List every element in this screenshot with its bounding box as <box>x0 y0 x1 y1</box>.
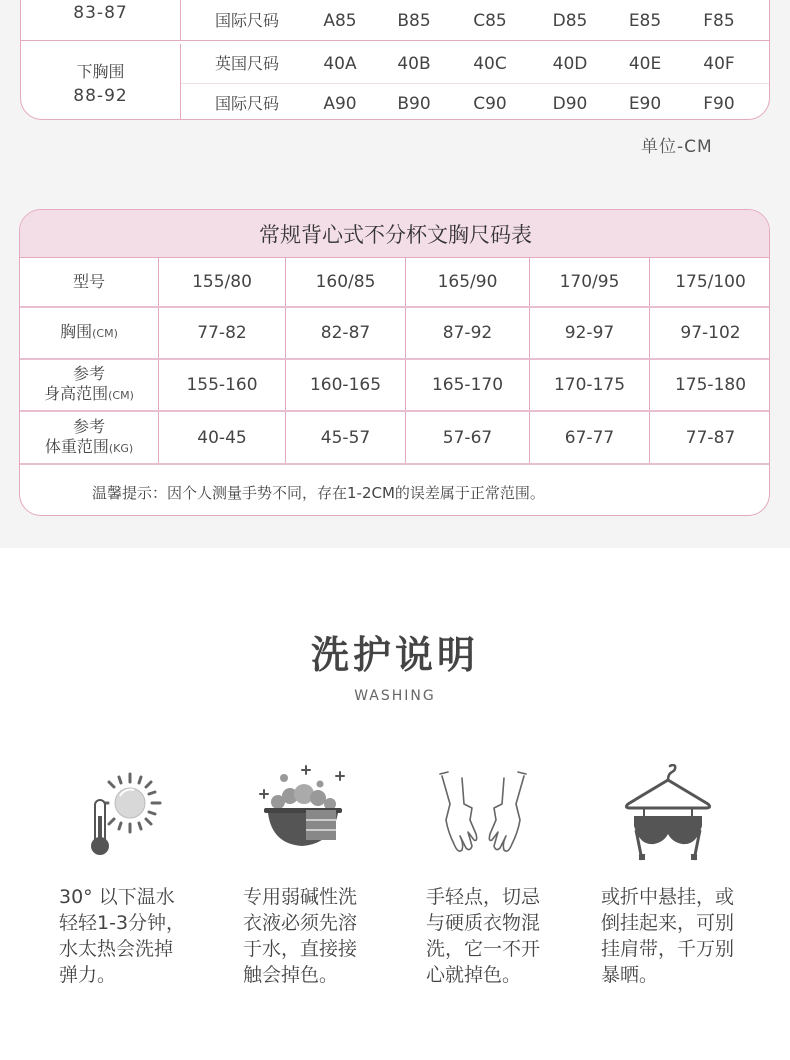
size-table-2 <box>19 209 770 516</box>
desc-line: 专用弱碱性洗 <box>243 886 358 908</box>
cell-value: 40-45 <box>197 427 247 448</box>
row-unit: (CM) <box>108 389 134 402</box>
table-cell <box>159 308 286 358</box>
table-cell <box>650 360 770 410</box>
desc-line: 水太热会洗掉 <box>59 938 174 960</box>
washing-desc-temperature <box>59 884 209 988</box>
washing-desc-hand-wash <box>426 884 576 988</box>
table-cell <box>159 258 286 306</box>
size-group-88-92 <box>21 44 770 120</box>
table-cell <box>286 360 406 410</box>
size-cell: 40D <box>552 54 588 74</box>
size-group-83-87 <box>21 0 770 41</box>
group-range: 83-87 <box>73 3 128 23</box>
cell-value: 165-170 <box>431 375 504 395</box>
cell-value: 155-160 <box>186 375 258 395</box>
row-label <box>20 412 159 463</box>
size-row <box>181 84 770 120</box>
size-cell: F85 <box>703 11 735 31</box>
table-row-weight <box>20 412 770 465</box>
header-label <box>20 258 159 306</box>
wash-basin-icon <box>258 764 348 850</box>
table-cell <box>406 258 530 306</box>
desc-line: 暴晒。 <box>601 964 659 986</box>
table-title: 常规背心式不分杯文胸尺码表 <box>20 210 770 258</box>
model-value: 175/100 <box>675 272 746 292</box>
row-label-text: 胸围 <box>60 322 93 341</box>
cell-value: 160-165 <box>309 375 382 395</box>
size-cell: E85 <box>628 11 662 31</box>
table-note: 温馨提示：因个人测量手势不同，存在1-2CM的误差属于正常范围。 <box>92 484 545 502</box>
size-cell: 40B <box>397 54 431 74</box>
size-cell: C85 <box>473 11 507 31</box>
size-cell: E90 <box>628 94 662 114</box>
table-cell <box>159 360 286 410</box>
table-cell <box>406 412 530 463</box>
washing-desc-detergent <box>243 884 393 988</box>
desc-line: 衣液必须先溶 <box>243 912 358 934</box>
washing-title: 洗护说明 <box>310 633 479 677</box>
washing-subtitle: WASHING <box>354 688 436 704</box>
desc-line: 与硬质衣物混 <box>426 912 541 934</box>
row-unit: (KG) <box>108 441 134 455</box>
cell-value: 175-180 <box>674 375 747 395</box>
unit-label: 单位-CM <box>641 137 713 157</box>
table-row-height <box>20 360 770 412</box>
size-cell: C90 <box>473 94 507 114</box>
table-cell <box>650 412 770 463</box>
group-label <box>21 44 181 120</box>
desc-line: 轻轻1-3分钟， <box>59 912 186 934</box>
table-row-bust <box>20 308 770 360</box>
thermometer-sun-icon <box>84 768 166 858</box>
table-cell <box>406 308 530 358</box>
cell-value: 67-77 <box>564 427 615 448</box>
row-label <box>20 360 159 410</box>
row-label-text: 体重范围 <box>44 436 109 456</box>
table-cell <box>650 258 770 306</box>
table-cell <box>530 258 650 306</box>
size-cell: 40E <box>628 54 662 74</box>
table-cell <box>406 360 530 410</box>
size-kind: 国际尺码 <box>214 94 279 113</box>
table-cell <box>650 308 770 358</box>
size-cell: F90 <box>703 94 735 114</box>
size-row <box>181 1 770 41</box>
desc-line: 于水，直接接 <box>243 938 358 960</box>
desc-line: 挂肩带，千万别 <box>601 938 735 960</box>
desc-line: 30° 以下温水 <box>59 886 175 908</box>
desc-line: 洗，它一不开 <box>426 938 541 960</box>
cell-value: 77-82 <box>197 323 247 343</box>
size-cell: D85 <box>552 11 588 31</box>
desc-line: 触会掉色。 <box>243 964 339 986</box>
desc-line: 手轻点，切忌 <box>426 886 541 908</box>
table-cell <box>286 308 406 358</box>
size-kind: 国际尺码 <box>214 11 279 30</box>
hands-icon <box>436 770 530 858</box>
size-kind: 英国尺码 <box>214 54 279 73</box>
size-cell: D90 <box>552 94 588 114</box>
group-range: 88-92 <box>73 86 128 106</box>
row-label-text: 身高范围 <box>44 384 109 403</box>
cell-value: 57-67 <box>442 427 493 448</box>
hanger-bra-icon <box>622 764 714 864</box>
header-label-text: 型号 <box>72 272 105 291</box>
row-label <box>20 308 159 358</box>
desc-line: 弹力。 <box>59 964 117 986</box>
table-cell <box>530 360 650 410</box>
table-cell <box>286 258 406 306</box>
size-cell: 40F <box>703 54 735 74</box>
washing-desc-drying <box>601 884 761 988</box>
desc-line: 或折中悬挂，或 <box>601 886 735 908</box>
size-row <box>181 44 770 84</box>
group-label <box>21 0 181 41</box>
size-cell: B85 <box>397 11 431 31</box>
desc-line: 心就掉色。 <box>426 964 522 986</box>
table-cell <box>530 412 650 463</box>
row-label-text: 参考 <box>72 416 105 436</box>
cell-value: 45-57 <box>320 427 371 448</box>
size-cell: A85 <box>323 11 357 31</box>
table-cell <box>530 308 650 358</box>
cell-value: 87-92 <box>442 323 493 343</box>
row-unit: (CM) <box>92 327 118 340</box>
cell-value: 170-175 <box>553 375 626 395</box>
cell-value: 92-97 <box>564 323 615 343</box>
table-cell <box>286 412 406 463</box>
cell-value: 77-87 <box>685 427 736 448</box>
desc-line: 倒挂起来，可别 <box>601 912 735 934</box>
size-cell: A90 <box>323 94 357 114</box>
size-table-1 <box>20 0 770 120</box>
model-value: 165/90 <box>437 272 498 292</box>
group-name: 下胸围 <box>76 62 125 81</box>
table-cell <box>159 412 286 463</box>
table-header-row <box>20 258 770 308</box>
size-cell: B90 <box>397 94 431 114</box>
model-value: 160/85 <box>315 272 376 292</box>
row-label-text: 参考 <box>72 364 105 383</box>
cell-value: 82-87 <box>320 323 371 343</box>
model-value: 170/95 <box>559 272 620 292</box>
model-value: 155/80 <box>192 272 252 292</box>
size-cell: 40A <box>323 54 357 74</box>
size-cell: 40C <box>473 54 507 74</box>
cell-value: 97-102 <box>680 323 741 343</box>
